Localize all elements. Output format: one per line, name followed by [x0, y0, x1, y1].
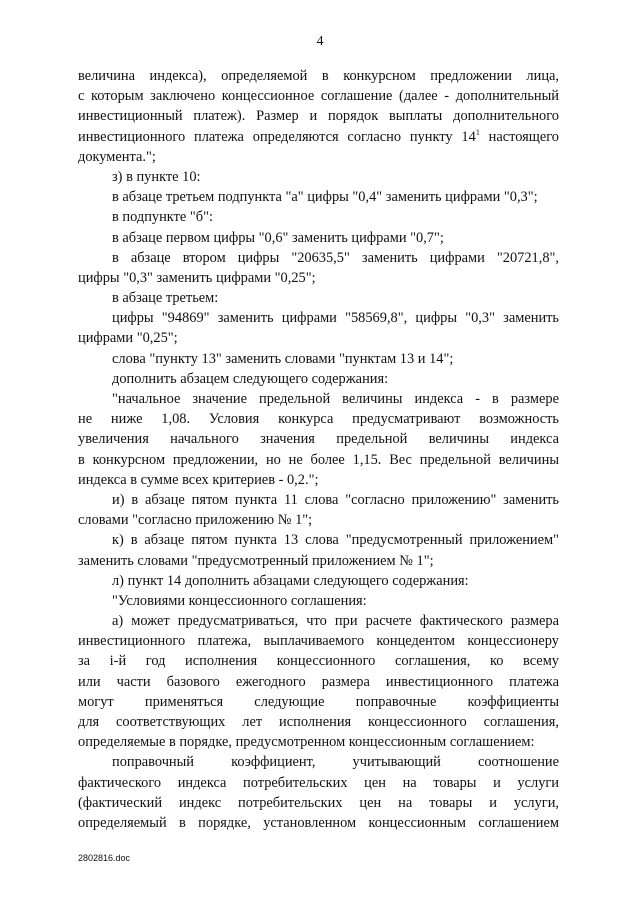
text-line: величина индекса), определяемой в конкурсном предложении лица,	[78, 68, 559, 84]
text-line: цифры "94869" заменить цифрами "58569,8", цифры "0,3" заменить	[112, 310, 559, 327]
text-line: с которым заключено концессионное соглашение (далее - дополнительный	[78, 88, 559, 105]
footnote-superscript: 1	[475, 127, 480, 137]
text-line: цифры "0,3" заменить цифрами "0,25";	[78, 269, 316, 286]
text-line: "Условиями концессионного соглашения:	[112, 592, 367, 609]
text-line: в конкурсном предложении, но не более 1,15. Вес предельной величины	[78, 451, 559, 468]
text-line: и) в абзаце пятом пункта 11 слова "согласно приложению" заменить	[112, 491, 559, 508]
text-line: цифрами "0,25";	[78, 330, 178, 347]
text-line: для соответствующих лет исполнения концессионного соглашения,	[78, 714, 559, 730]
text-line: фактического индекса потребительских цен на товары и услуги	[78, 774, 559, 791]
text-line: словами "согласно приложению № 1";	[78, 512, 313, 529]
text-line: определяемый в порядке, установленном концессионным соглашением	[78, 814, 559, 831]
text-line: или части базового ежегодного размера инвестиционного платежа	[78, 673, 559, 690]
text-line: дополнить абзацем следующего содержания:	[112, 370, 389, 387]
text-line: документа.";	[78, 148, 156, 165]
text-line-main: инвестиционного платежа определяются согласно пункту 14	[78, 128, 476, 145]
text-line: за i-й год исполнения концессионного соглашения, ко всему	[78, 653, 559, 670]
text-line: в абзаце третьем подпункта "а" цифры "0,4" заменить цифрами "0,3";	[112, 189, 538, 206]
text-line: инвестиционного платежа, выплачиваемого концедентом концессионеру	[78, 633, 559, 650]
text-line: в подпункте "б":	[112, 209, 213, 226]
text-line: определяемые в порядке, предусмотренном концессионным соглашением:	[78, 734, 535, 751]
text-line: не ниже 1,08. Условия конкурса предусматривают возможность	[78, 411, 559, 428]
text-line: (фактический индекс потребительских цен на товары и услуги,	[78, 794, 559, 811]
text-line: инвестиционный платеж). Размер и порядок выплаты дополнительного	[78, 108, 559, 125]
text-line: в абзаце третьем:	[112, 290, 219, 307]
text-line: заменить словами "предусмотренный приложением № 1";	[78, 552, 434, 569]
text-line: могут применяться следующие поправочные коэффициенты	[78, 693, 559, 710]
text-line: слова "пункту 13" заменить словами "пунктам 13 и 14";	[112, 350, 454, 367]
document-body	[78, 66, 559, 833]
text-line: в абзаце первом цифры "0,6" заменить цифрами "0,7";	[112, 229, 444, 246]
text-line: в абзаце втором цифры "20635,5" заменить цифрами "20721,8",	[112, 249, 559, 266]
text-line: з) в пункте 10:	[112, 168, 201, 185]
text-line: а) может предусматриваться, что при расчете фактического размера	[112, 613, 559, 630]
footer-filename: 2802816.doc	[78, 853, 131, 863]
text-line-tail: настоящего	[488, 128, 559, 145]
page-number: 4	[316, 34, 324, 49]
text-line-with-footnote	[78, 127, 559, 147]
text-line: увеличения начального значения предельной величины индекса	[78, 431, 559, 448]
text-line: "начальное значение предельной величины индекса - в размере	[112, 391, 559, 407]
text-line: индекса в сумме всех критериев - 0,2.";	[78, 471, 319, 488]
text-line: поправочный коэффициент, учитывающий соотношение	[112, 754, 559, 771]
text-line: л) пункт 14 дополнить абзацами следующего содержания:	[112, 572, 469, 589]
text-line: к) в абзаце пятом пункта 13 слова "предусмотренный приложением"	[112, 532, 559, 549]
